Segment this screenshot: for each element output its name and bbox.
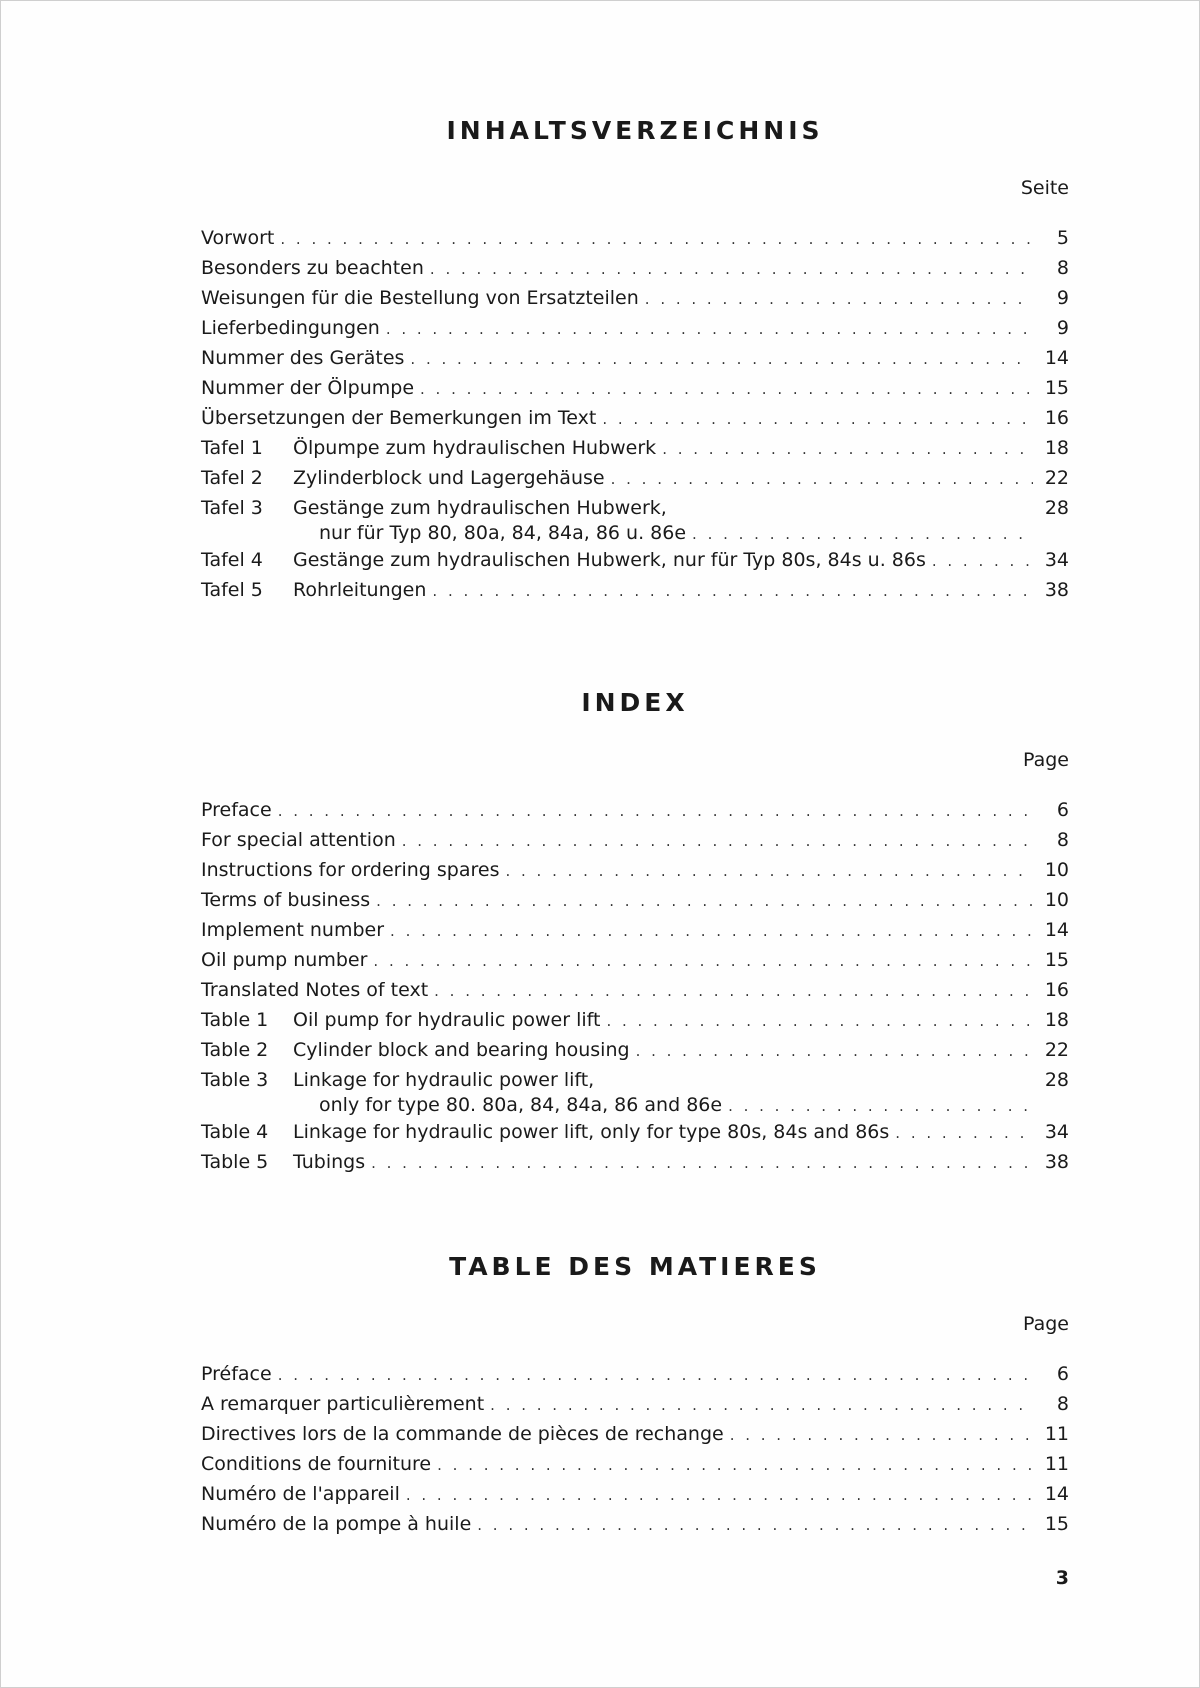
toc-entry — [201, 855, 1069, 885]
entry-title: For special attention — [201, 829, 396, 851]
toc-entry — [201, 1389, 1069, 1419]
entry-page-number: 11 — [1044, 1423, 1069, 1445]
entry-title: Ölpumpe zum hydraulischen Hubwerk — [293, 437, 657, 459]
toc-entry — [201, 825, 1069, 855]
entry-page-number: 22 — [1044, 467, 1069, 489]
section-heading: TABLE DES MATIERES — [449, 1252, 821, 1281]
toc-section-de — [201, 111, 1069, 605]
toc-entry — [201, 313, 1069, 343]
dot-leader — [728, 1093, 1033, 1119]
toc-entry — [201, 1035, 1069, 1065]
toc-entry — [201, 545, 1069, 575]
dot-leader — [434, 976, 1033, 1006]
toc-entry — [201, 433, 1069, 463]
entry-title: Numéro de l'appareil — [201, 1483, 400, 1505]
toc-section-en — [201, 683, 1069, 1177]
toc-entry — [201, 945, 1069, 975]
entry-title-line2: nur für Typ 80, 80a, 84, 84a, 86 u. 86e — [319, 522, 687, 544]
toc-entries — [201, 1359, 1069, 1539]
entry-title-block — [293, 496, 1033, 547]
entry-page-number: 9 — [1056, 287, 1069, 309]
entry-title: Linkage for hydraulic power lift, only for type 80s, 84s and 86s — [293, 1121, 890, 1143]
entry-number: Table 4 — [201, 1121, 269, 1143]
entry-title: Vorwort — [201, 227, 275, 249]
dot-leader — [645, 284, 1033, 314]
entry-title: Lieferbedingungen — [201, 317, 380, 339]
entry-page-number: 38 — [1044, 1151, 1069, 1173]
entry-page-number: 18 — [1044, 1009, 1069, 1031]
entry-title: Préface — [201, 1363, 272, 1385]
entry-page-number: 10 — [1044, 889, 1069, 911]
entry-title: Cylinder block and bearing housing — [293, 1039, 630, 1061]
dot-leader — [490, 1390, 1033, 1420]
entry-title: Gestänge zum hydraulischen Hubwerk, nur für Typ 80s, 84s u. 86s — [293, 549, 926, 571]
entry-page-number: 28 — [1044, 497, 1069, 519]
entry-number: Tafel 1 — [201, 437, 263, 459]
page-column-label: Page — [1023, 749, 1069, 771]
toc-entry — [201, 283, 1069, 313]
dot-leader — [692, 521, 1033, 547]
toc-entry — [201, 795, 1069, 825]
toc-entry — [201, 253, 1069, 283]
dot-leader — [636, 1036, 1033, 1066]
toc-entry — [201, 343, 1069, 373]
entry-page-number: 15 — [1044, 949, 1069, 971]
entry-page-number: 15 — [1044, 377, 1069, 399]
entry-page-number: 6 — [1056, 1363, 1069, 1385]
entry-title: Translated Notes of text — [201, 979, 429, 1001]
entry-title: Numéro de la pompe à huile — [201, 1513, 472, 1535]
toc-entry — [201, 463, 1069, 493]
entry-number: Tafel 3 — [201, 497, 263, 519]
entry-page-number: 34 — [1044, 549, 1069, 571]
entry-page-number: 38 — [1044, 579, 1069, 601]
dot-leader — [895, 1118, 1033, 1148]
dot-leader — [662, 434, 1033, 464]
entry-page-number: 15 — [1044, 1513, 1069, 1535]
entry-page-number: 28 — [1044, 1069, 1069, 1091]
toc-entry — [201, 885, 1069, 915]
section-heading: INDEX — [581, 688, 689, 717]
entry-number: Tafel 4 — [201, 549, 263, 571]
dot-leader — [410, 344, 1033, 374]
entry-page-number: 14 — [1044, 347, 1069, 369]
entry-title: Implement number — [201, 919, 385, 941]
dot-leader — [402, 826, 1033, 856]
entry-title: Nummer des Gerätes — [201, 347, 405, 369]
entry-page-number: 22 — [1044, 1039, 1069, 1061]
entry-title-line2: only for type 80. 80a, 84, 84a, 86 and 86e — [319, 1094, 723, 1116]
entry-title: Linkage for hydraulic power lift, — [293, 1069, 595, 1091]
dot-leader — [278, 796, 1033, 826]
toc-entries — [201, 795, 1069, 1177]
entry-page-number: 14 — [1044, 1483, 1069, 1505]
toc-entry — [201, 575, 1069, 605]
dot-leader — [932, 546, 1033, 576]
entry-number: Tafel 5 — [201, 579, 263, 601]
toc-entry — [201, 403, 1069, 433]
entry-title: Tubings — [293, 1151, 366, 1173]
entry-title: Terms of business — [201, 889, 371, 911]
toc-section-fr — [201, 1247, 1069, 1539]
entry-title-continued — [293, 520, 1033, 547]
page-column-label: Page — [1023, 1313, 1069, 1335]
entry-page-number: 9 — [1056, 317, 1069, 339]
toc-entry — [201, 975, 1069, 1005]
dot-leader — [420, 374, 1033, 404]
entry-title: Oil pump for hydraulic power lift — [293, 1009, 601, 1031]
dot-leader — [390, 916, 1033, 946]
entry-title-continued — [293, 1092, 1033, 1119]
toc-entry — [201, 1419, 1069, 1449]
entry-title: Rohrleitungen — [293, 579, 427, 601]
toc-entry — [201, 915, 1069, 945]
entry-page-number: 5 — [1056, 227, 1069, 249]
page-column-label: Seite — [1020, 177, 1069, 199]
entry-page-number: 18 — [1044, 437, 1069, 459]
toc-entry — [201, 373, 1069, 403]
dot-leader — [437, 1450, 1033, 1480]
dot-leader — [730, 1420, 1033, 1450]
entry-title: Instructions for ordering spares — [201, 859, 500, 881]
entry-page-number: 34 — [1044, 1121, 1069, 1143]
dot-leader — [386, 314, 1033, 344]
entry-title: Nummer der Ölpumpe — [201, 377, 415, 399]
entry-page-number: 6 — [1056, 799, 1069, 821]
toc-entry — [201, 1117, 1069, 1147]
entry-page-number: 8 — [1056, 257, 1069, 279]
entry-page-number: 11 — [1044, 1453, 1069, 1475]
toc-entry — [201, 1359, 1069, 1389]
dot-leader — [373, 946, 1033, 976]
entry-page-number: 8 — [1056, 1393, 1069, 1415]
dot-leader — [505, 856, 1033, 886]
entry-title: A remarquer particulièrement — [201, 1393, 485, 1415]
entry-page-number: 14 — [1044, 919, 1069, 941]
dot-leader — [406, 1480, 1033, 1510]
dot-leader — [602, 404, 1033, 434]
dot-leader — [432, 576, 1033, 606]
toc-entry — [201, 1065, 1069, 1117]
entry-title: Weisungen für die Bestellung von Ersatzteilen — [201, 287, 639, 309]
toc-entry — [201, 1147, 1069, 1177]
dot-leader — [606, 1006, 1033, 1036]
toc-entry — [201, 1509, 1069, 1539]
dot-leader — [280, 224, 1033, 254]
dot-leader — [376, 886, 1033, 916]
entry-page-number: 8 — [1056, 829, 1069, 851]
entry-title: Besonders zu beachten — [201, 257, 424, 279]
entry-title: Zylinderblock und Lagergehäuse — [293, 467, 605, 489]
dot-leader — [611, 464, 1033, 494]
section-heading: INHALTSVERZEICHNIS — [446, 116, 824, 145]
entry-title: Oil pump number — [201, 949, 368, 971]
toc-entry — [201, 1005, 1069, 1035]
entry-page-number: 16 — [1044, 979, 1069, 1001]
entry-title-block — [293, 1068, 1033, 1119]
entry-number: Table 2 — [201, 1039, 269, 1061]
entry-page-number: 16 — [1044, 407, 1069, 429]
entry-number: Table 1 — [201, 1009, 269, 1031]
dot-leader — [430, 254, 1033, 284]
entry-page-number: 10 — [1044, 859, 1069, 881]
entry-title: Übersetzungen der Bemerkungen im Text — [201, 407, 597, 429]
toc-entry — [201, 223, 1069, 253]
page-number: 3 — [1055, 1567, 1069, 1589]
toc-entry — [201, 493, 1069, 545]
dot-leader — [477, 1510, 1033, 1540]
entry-number: Table 3 — [201, 1069, 269, 1091]
dot-leader — [278, 1360, 1033, 1390]
toc-entry — [201, 1479, 1069, 1509]
entry-title: Directives lors de la commande de pièces de rechange — [201, 1423, 724, 1445]
entry-title: Gestänge zum hydraulischen Hubwerk, — [293, 497, 667, 519]
entry-number: Tafel 2 — [201, 467, 263, 489]
toc-entries — [201, 223, 1069, 605]
dot-leader — [371, 1148, 1033, 1178]
entry-number: Table 5 — [201, 1151, 269, 1173]
entry-title: Conditions de fourniture — [201, 1453, 432, 1475]
toc-entry — [201, 1449, 1069, 1479]
entry-title: Preface — [201, 799, 272, 821]
